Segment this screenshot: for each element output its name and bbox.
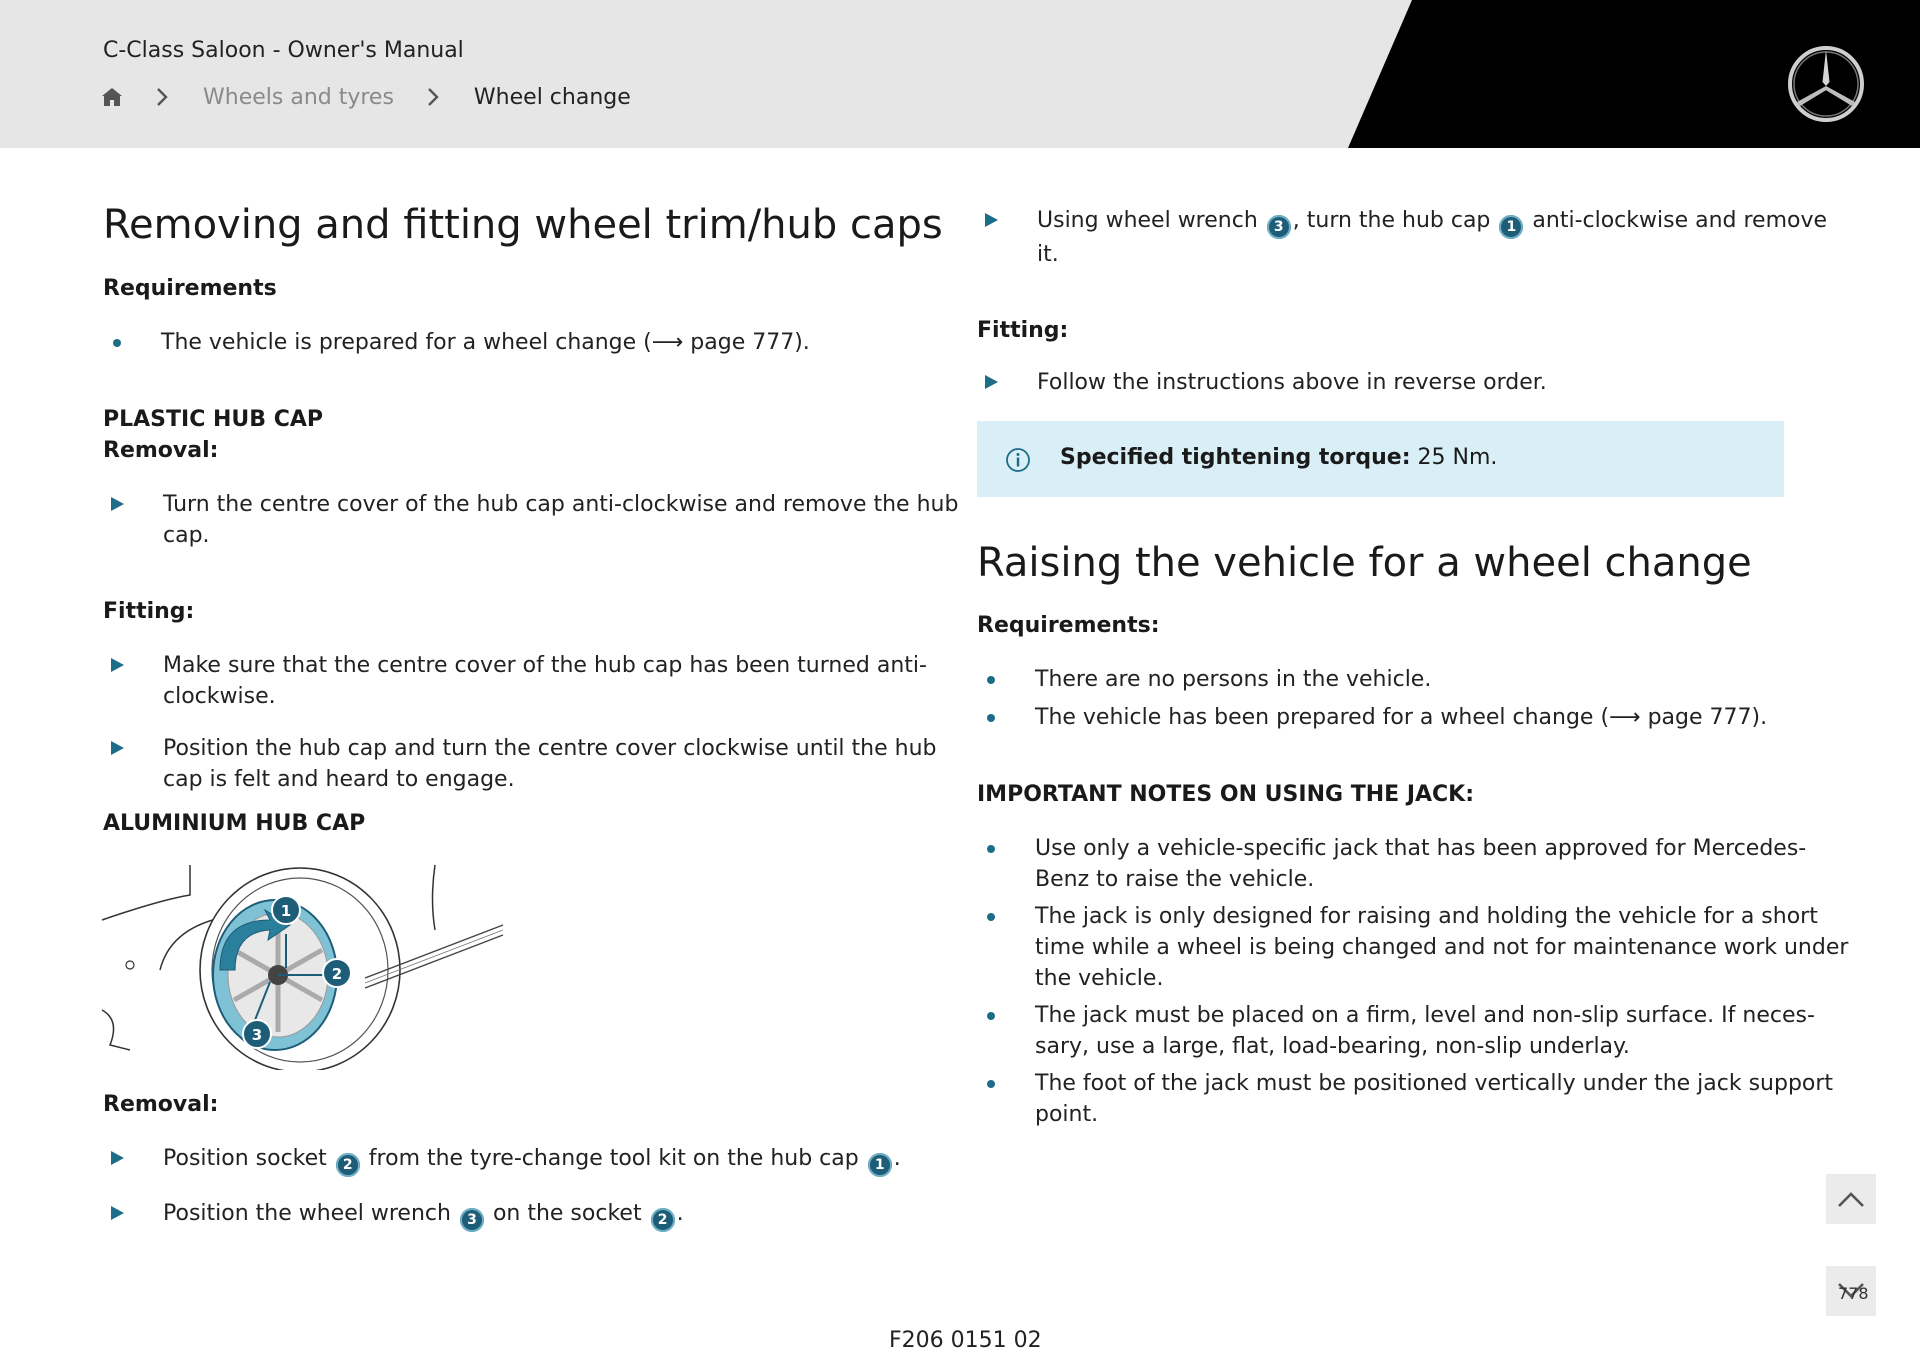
note-4 [1035, 1068, 1833, 1130]
chevron-right-icon [151, 86, 173, 108]
bullet-dot [987, 676, 995, 684]
note-2-line1: The jack is only designed for raising and holding the vehicle for a short [1035, 904, 1818, 929]
wrench-text-d: it. [1037, 242, 1059, 267]
footer-code: F206 0151 02 [889, 1328, 1042, 1353]
note-1 [1035, 833, 1806, 895]
alu-step2-text-a: Position the wheel wrench [163, 1201, 451, 1226]
note-1-line1: Use only a vehicle-specific jack that has been approved for Mercedes- [1035, 836, 1807, 861]
plastic-removal-line1: Turn the centre cover of the hub cap anti-clockwise and remove the hub [163, 492, 959, 517]
bullet-dot [113, 339, 121, 347]
bullet-dot [987, 913, 995, 921]
req-1: There are no persons in the vehicle. [1035, 667, 1432, 692]
hub-cap-illustration [100, 860, 510, 1070]
callout-3: 3 [251, 1026, 263, 1044]
step-arrow [985, 375, 998, 389]
removal-label: Removal: [103, 438, 219, 463]
fitting-step-right: Follow the instructions above in reverse order. [1037, 370, 1547, 395]
aluminium-hub-cap-title: ALUMINIUM HUB CAP [103, 811, 366, 836]
note-3 [1035, 1000, 1815, 1062]
wrench-step [1037, 205, 1827, 270]
note-3-line2: sary, use a large, flat, load-bearing, non-slip underlay. [1035, 1034, 1630, 1059]
note-2-line3: the vehicle. [1035, 966, 1164, 991]
step-arrow [111, 741, 124, 755]
fitting-step-2 [163, 733, 937, 795]
wrench-text-b: , turn the hub cap [1292, 208, 1491, 233]
fitting-label: Fitting: [103, 599, 195, 624]
note-3-line1: The jack must be placed on a firm, level and non-slip surface. If neces- [1035, 1003, 1815, 1028]
step-arrow [111, 1151, 124, 1165]
bullet-dot [987, 1012, 995, 1020]
section-heading-raising: Raising the vehicle for a wheel change [977, 540, 1752, 586]
plastic-removal-step [163, 489, 958, 551]
scroll-up-button[interactable] [1826, 1174, 1876, 1224]
info-value: 25 Nm. [1417, 445, 1498, 470]
requirement-text: The vehicle is prepared for a wheel change (⟶ page 777). [161, 330, 810, 355]
callout-1-badge: 1 [1499, 215, 1523, 239]
alu-step2-text-b: on the socket [492, 1201, 642, 1226]
section-heading-hub-caps: Removing and fitting wheel trim/hub caps [103, 202, 943, 248]
alu-step2-text-c: . [676, 1201, 684, 1226]
note-4-line1: The foot of the jack must be positioned vertically under the jack support [1035, 1071, 1834, 1096]
alu-step1-text-c: . [893, 1146, 901, 1171]
doc-title: C-Class Saloon - Owner's Manual [103, 38, 464, 63]
info-box [977, 421, 1784, 497]
removal-label-2: Removal: [103, 1092, 219, 1117]
callout-2-badge: 2 [336, 1153, 360, 1177]
info-bold: Specified tightening torque: [1060, 445, 1411, 470]
alu-step1-text-a: Position socket [163, 1146, 327, 1171]
fitting-step-2-line1: Position the hub cap and turn the centre cover clockwise until the hub [163, 736, 937, 761]
callout-1-badge: 1 [868, 1153, 892, 1177]
step-arrow [111, 497, 124, 511]
callout-3-badge: 3 [1267, 215, 1291, 239]
alu-removal-step-1 [163, 1143, 901, 1177]
fitting-step-1-line2: clockwise. [163, 684, 276, 709]
alu-removal-step-2 [163, 1198, 684, 1232]
note-1-line2: Benz to raise the vehicle. [1035, 867, 1315, 892]
requirements-label-right: Requirements: [977, 613, 1160, 638]
requirements-label: Requirements [103, 276, 277, 301]
callout-1: 1 [280, 902, 292, 920]
note-4-line2: point. [1035, 1102, 1099, 1127]
note-2 [1035, 901, 1848, 994]
alu-step1-text-b: from the tyre-change tool kit on the hub cap [368, 1146, 859, 1171]
info-icon [1005, 447, 1031, 473]
wrench-text-a: Using wheel wrench [1037, 208, 1258, 233]
bullet-dot [987, 1080, 995, 1088]
req-2: The vehicle has been prepared for a wheel change (⟶ page 777). [1035, 705, 1768, 730]
breadcrumb-wheel-change: Wheel change [473, 84, 631, 110]
callout-2: 2 [331, 965, 343, 983]
callout-2-badge: 2 [651, 1208, 675, 1232]
chevron-up-icon [1836, 1189, 1866, 1209]
jack-notes-title: IMPORTANT NOTES ON USING THE JACK: [977, 782, 1475, 807]
callout-3-badge: 3 [460, 1208, 484, 1232]
bullet-dot [987, 845, 995, 853]
bullet-dot [987, 714, 995, 722]
breadcrumb [101, 80, 631, 114]
plastic-removal-line2: cap. [163, 523, 210, 548]
home-icon[interactable] [101, 86, 123, 108]
fitting-step-1 [163, 650, 927, 712]
header [0, 0, 1920, 148]
step-arrow [985, 213, 998, 227]
note-2-line2: time while a wheel is being changed and not for maintenance work under [1035, 935, 1849, 960]
chevron-right-icon [422, 86, 444, 108]
step-arrow [111, 658, 124, 672]
brand-star-logo [1786, 44, 1866, 124]
breadcrumb-wheels-and-tyres[interactable]: Wheels and tyres [203, 84, 394, 110]
fitting-step-1-line1: Make sure that the centre cover of the hub cap has been turned anti- [163, 653, 927, 678]
step-arrow [111, 1206, 124, 1220]
info-text [1060, 445, 1497, 470]
page-number: 778 [1838, 1284, 1869, 1303]
plastic-hub-cap-title: PLASTIC HUB CAP [103, 407, 324, 432]
fitting-step-2-line2: cap is felt and heard to engage. [163, 767, 515, 792]
wrench-text-c: anti-clockwise and remove [1532, 208, 1828, 233]
fitting-label-right: Fitting: [977, 318, 1069, 343]
